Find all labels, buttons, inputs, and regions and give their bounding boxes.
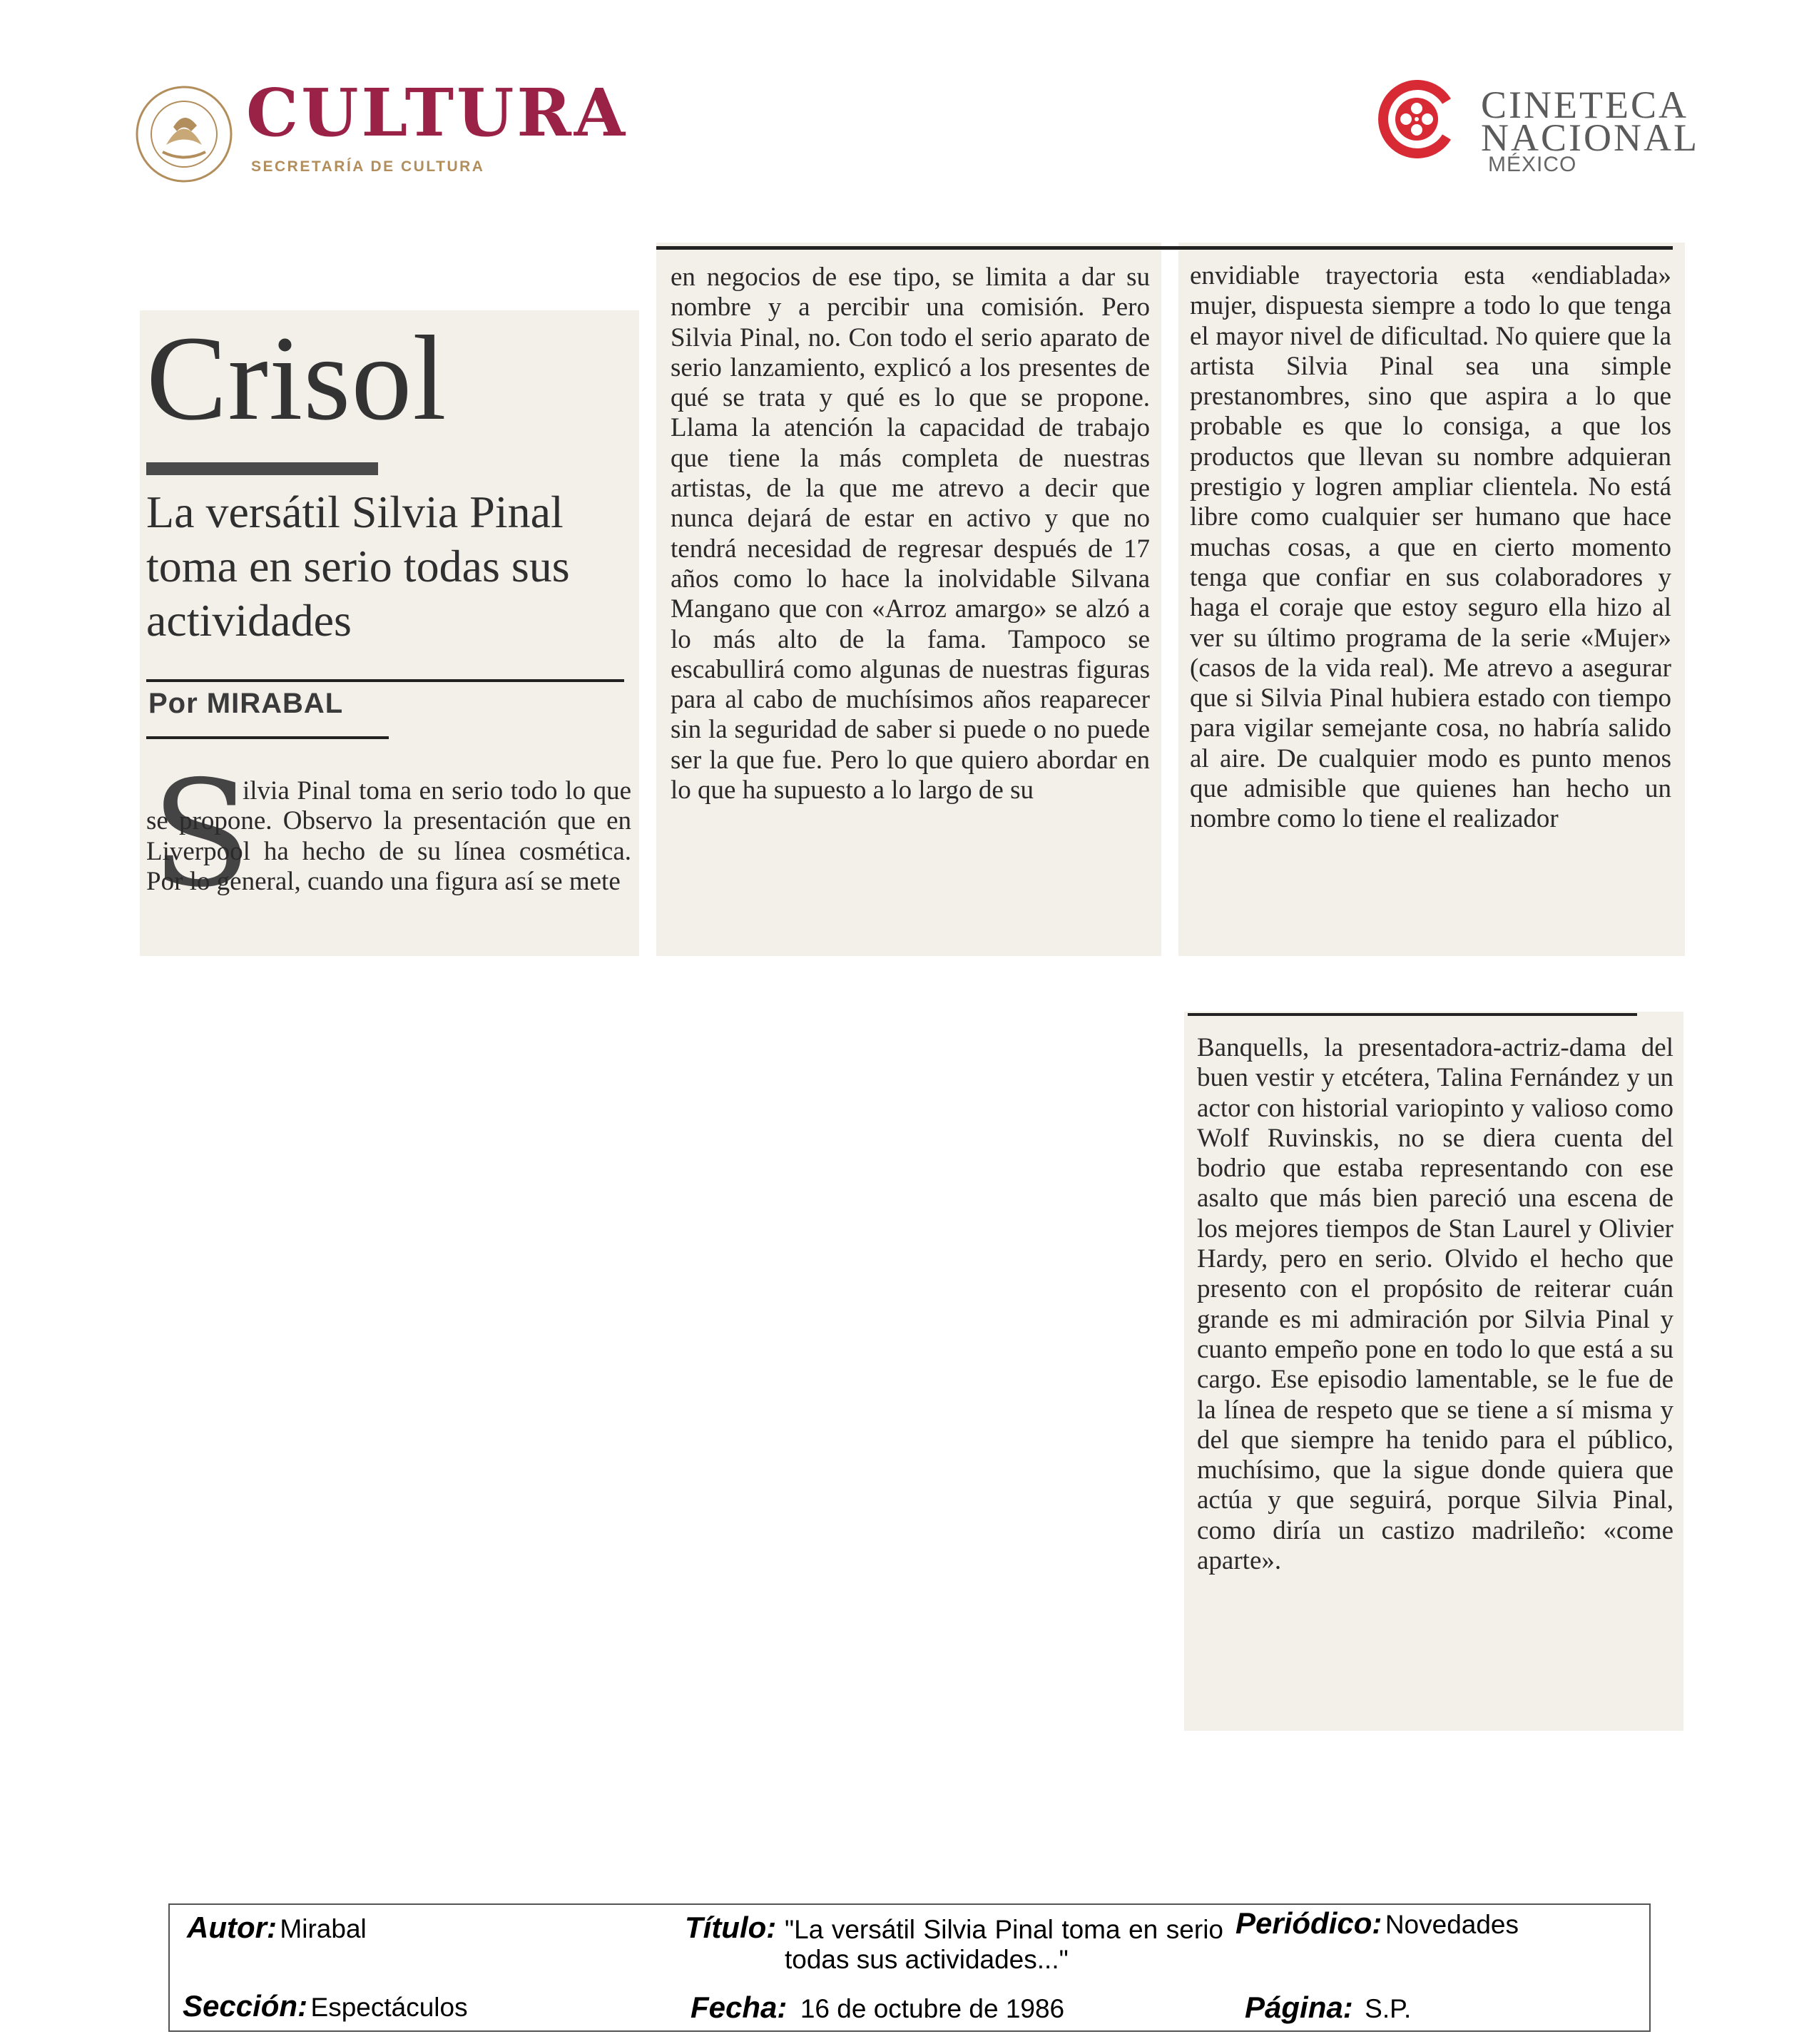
drop-cap: S bbox=[151, 750, 252, 920]
author-value: Mirabal bbox=[280, 1914, 367, 1943]
section-field bbox=[183, 1989, 468, 2023]
article-column-1: ilvia Pinal toma en serio todo lo que se propone. Observo la presentación que en Liverpool ha hecho de su línea cosmética. Por lo general, cuando una figura así se mete bbox=[146, 776, 631, 896]
section-value: Espectáculos bbox=[310, 1993, 468, 2022]
date-value: 16 de octubre de 1986 bbox=[800, 1994, 1065, 2023]
cineteca-line2: NACIONAL bbox=[1481, 116, 1699, 159]
cineteca-wordmark bbox=[1481, 83, 1699, 159]
newspaper-field bbox=[1235, 1906, 1519, 1941]
newspaper-value: Novedades bbox=[1385, 1910, 1519, 1939]
mexican-seal-icon bbox=[134, 84, 234, 184]
title-value: "La versátil Silvia Pinal toma en serio todas sus actividades..." bbox=[785, 1915, 1223, 1974]
page-value: S.P. bbox=[1365, 1994, 1412, 2023]
byline-rule bbox=[146, 736, 389, 739]
film-reel-icon bbox=[1375, 80, 1454, 158]
top-rule bbox=[656, 246, 1673, 250]
article-byline: Por MIRABAL bbox=[148, 688, 344, 719]
date-label: Fecha: bbox=[691, 1990, 788, 2024]
date-field bbox=[691, 1990, 1064, 2025]
section-label: Sección: bbox=[183, 1989, 308, 2023]
article-column-3: envidiable trayectoria esta «endiablada» mujer, dispuesta siempre a todo lo que tenga el mayor nivel de dificultad. No quiere que la artista Silvia Pinal sea una simple prestanombres, sino que aspira a lo que probable es que lo consiga, a que los productos que llevan su nombre adquieran prestigio y logren ampliar clientela. No está libre como cualquier ser humano que hace muchas cosas, a que en cierto momento tenga que confiar en sus colaboradores y haga el coraje que estoy seguro ella hizo al ver su último programa de la serie «Mujer» (casos de la vida real). Me atrevo a asegurar que si Silvia Pinal hubiera estado con tiempo para vigilar semejante cosa, no habría salido al aire. De cualquier modo es punto menos que admisible que quienes han hecho un nombre como lo tiene el realizador bbox=[1190, 261, 1671, 834]
column-title: Crisol bbox=[146, 311, 447, 445]
newspaper-label: Periódico: bbox=[1235, 1906, 1382, 1940]
cineteca-country: MÉXICO bbox=[1488, 153, 1577, 176]
cultura-subtitle: SECRETARÍA DE CULTURA bbox=[251, 158, 485, 175]
cultura-wordmark: CULTURA bbox=[246, 74, 628, 151]
author-label: Autor: bbox=[187, 1911, 277, 1944]
continuation-rule bbox=[1188, 1013, 1637, 1016]
page-field bbox=[1245, 1990, 1411, 2025]
cineteca-line1: CINETECA bbox=[1481, 83, 1688, 126]
title-label: Título: bbox=[685, 1911, 777, 1944]
article-column-2: en negocios de ese tipo, se limita a dar su nombre y a percibir una comisión. Pero Silvia Pinal, no. Con todo el serio aparato de serio lanzamiento, explicó a los presentes de qué se trata y qué es lo que se propone. Llama la atención la capacidad de trabajo que tiene la más completa de nuestras artistas, de la que me atrevo a decir que nunca dejará de estar en activo y que no tendrá necesidad de regresar después de 17 años como lo hace la inolvidable Silvana Mangano que con «Arroz amargo» se alzó a lo más alto de la fama. Tampoco se escabullirá como algunas de nuestras figuras para al cabo de muchísimos años reaparecer sin la seguridad de saber si puede o no puede ser la que fue. Pero lo que quiero abordar en lo que ha supuesto a lo largo de su bbox=[671, 263, 1150, 805]
page-label: Página: bbox=[1245, 1990, 1353, 2024]
author-field bbox=[187, 1911, 367, 1945]
article-column-4: Banquells, la presentadora-actriz-dama del buen vestir y etcétera, Talina Fernández y un actor con historial variopinto y valioso como Wolf Ruvinskis, no se diera cuenta del bodrio que estaba representando con ese asalto que más bien pareció una escena de los mejores tiempos de Stan Laurel y Olivier Hardy, pero en serio. Olvido el hecho que presento con el propósito de reiterar cuán grande es mi admiración por Silvia Pinal y cuanto empeño pone en todo lo que está a su cargo. Ese episodio lamentable, se le fue de la línea de respeto que se tiene a sí misma y del que siempre ha tenido para el público, muchísimo, que la sigue donde quiera que actúa y que seguirá, porque Silvia Pinal, como diría un castizo madrileño: «come aparte». bbox=[1197, 1033, 1673, 1576]
headline-rule bbox=[146, 679, 624, 682]
article-headline: La versátil Silvia Pinal toma en serio todas sus actividades bbox=[146, 487, 570, 646]
title-field-label bbox=[685, 1911, 776, 1945]
column-title-bar bbox=[146, 462, 378, 475]
